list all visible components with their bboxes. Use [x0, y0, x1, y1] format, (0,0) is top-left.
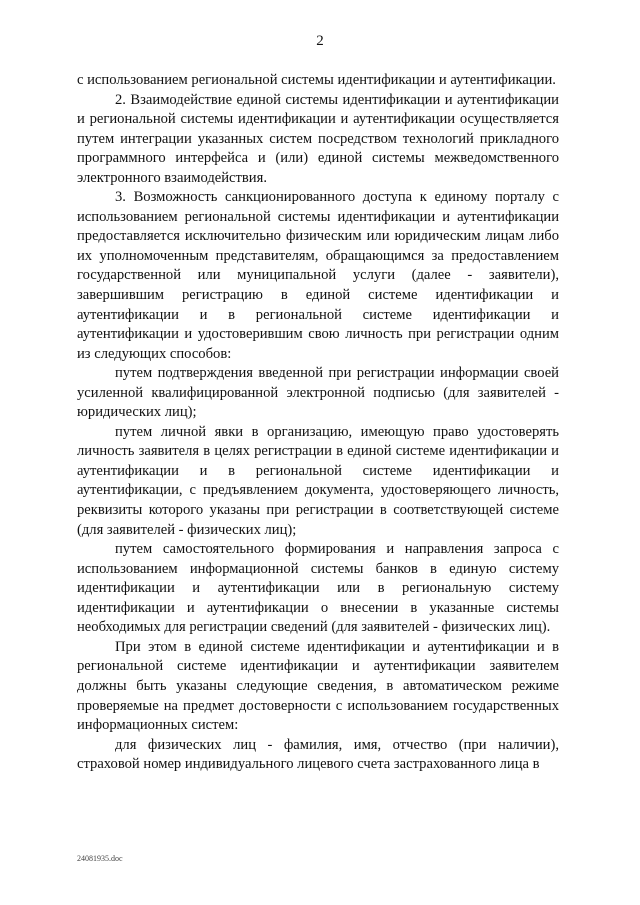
paragraph: для физических лиц - фамилия, имя, отчество (при наличии), страховой номер индивидуального лицевого счета застрахованного лица в: [77, 736, 559, 773]
footer-filename: 24081935.doc: [77, 854, 123, 863]
paragraph: 2. Взаимодействие единой системы идентификации и аутентификации и региональной системы идентификации и аутентификации осуществляется путем интеграции указанных систем посредством технологий прикладного программного интерфейса и (или) единой системы межведомственного электронного взаимодействия.: [77, 91, 559, 186]
paragraph: При этом в единой системе идентификации и аутентификации и в региональной системе идентификации и аутентификации заявителем должны быть указаны следующие сведения, в автоматическом режиме проверяемые на предмет достоверности с использованием государственных информационных систем:: [77, 638, 559, 734]
page-number: 2: [316, 33, 324, 49]
document-body: [77, 71, 559, 775]
paragraph: путем самостоятельного формирования и направления запроса с использованием информационной системы банков в единую систему идентификации и аутентификации или в региональную систему идентификации и аутентификации о внесении в указанные системы необходимых для регистрации сведений (для заявителей - физических лиц).: [77, 541, 559, 636]
paragraph: 3. Возможность санкционированного доступа к единому порталу с использованием региональной системы идентификации и аутентификации предоставляется исключительно физическим или юридическим лицам либо их уполномоченным представителям, обращающимся за предоставлением государственной или муниципальной услуги (далее - заявители), завершившим регистрацию в единой системе идентификации и аутентификации и в региональной системе идентификации и аутентификации и удостоверившим свою личность при регистрации одним из следующих способов:: [77, 189, 559, 362]
paragraph: путем подтверждения введенной при регистрации информации своей усиленной квалифицированной электронной подписью (для заявителей - юридических лиц);: [77, 365, 559, 421]
paragraph: с использованием региональной системы идентификации и аутентификации.: [77, 72, 556, 88]
paragraph: путем личной явки в организацию, имеющую право удостоверять личность заявителя в целях регистрации в единой системе идентификации и аутентификации и в региональной системе идентификации и аутентификации, с предъявлением документа, удостоверяющего личность, реквизиты которого указаны при регистрации в соответствующей системе (для заявителей - физических лиц);: [77, 423, 559, 538]
